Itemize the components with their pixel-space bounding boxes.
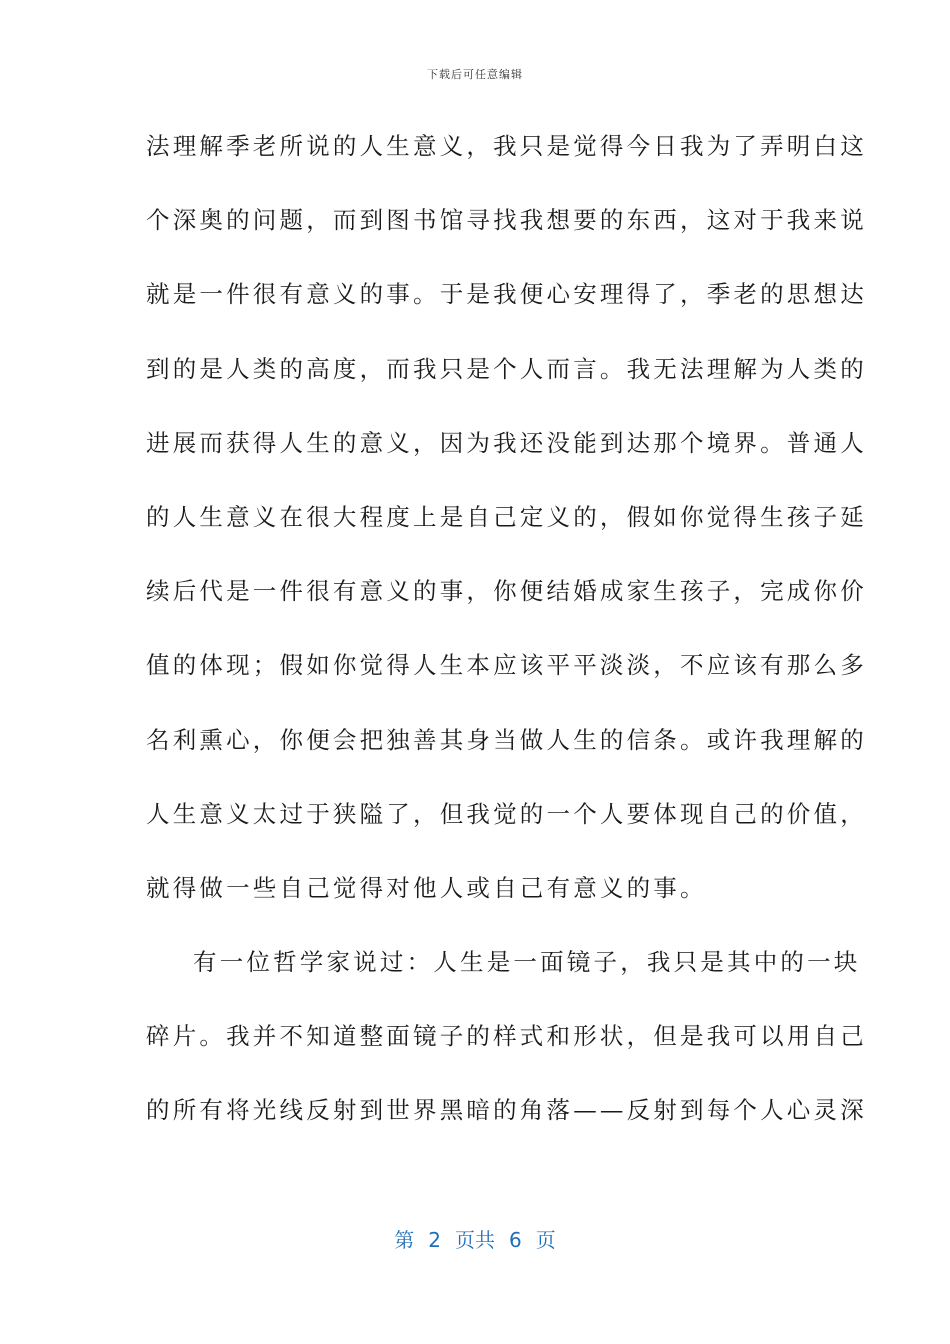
text-line-8: 值的体现；假如你觉得人生本应该平平淡淡，不应该有那么多 bbox=[146, 651, 867, 680]
text-line-9: 名利熏心，你便会把独善其身当做人生的信条。或许我理解的 bbox=[146, 725, 867, 754]
text-line-6: 的人生意义在很大程度上是自己定义的，假如你觉得生孩子延 bbox=[146, 502, 867, 531]
footer-suffix: 页 bbox=[535, 1228, 556, 1252]
footer-total-pages: 6 bbox=[509, 1228, 522, 1252]
text-line-3: 就是一件很有意义的事。于是我便心安理得了，季老的思想达 bbox=[146, 280, 867, 309]
text-line-1: 法理解季老所说的人生意义，我只是觉得今日我为了弄明白这 bbox=[146, 132, 867, 160]
text-line-2: 个深奥的问题，而到图书馆寻找我想要的东西，这对于我来说 bbox=[146, 206, 867, 235]
text-line-12: 有一位哲学家说过：人生是一面镜子，我只是其中的一块 bbox=[193, 948, 861, 977]
footer-middle: 页共 bbox=[455, 1228, 495, 1252]
text-line-7: 续后代是一件很有意义的事，你便结婚成家生孩子，完成你价 bbox=[146, 577, 867, 606]
text-line-13: 碎片。我并不知道整面镜子的样式和形状，但是我可以用自己 bbox=[146, 1022, 867, 1051]
page-header: 下载后可任意编辑 bbox=[427, 68, 523, 81]
text-line-11: 就得做一些自己觉得对他人或自己有意义的事。 bbox=[146, 873, 707, 902]
footer-page-number: 2 bbox=[428, 1228, 441, 1252]
document-body bbox=[146, 121, 867, 1160]
page-footer bbox=[0, 1224, 950, 1253]
text-line-10: 人生意义太过于狭隘了，但我觉的一个人要体现自己的价值， bbox=[146, 799, 867, 828]
text-line-5: 进展而获得人生的意义，因为我还没能到达那个境界。普通人 bbox=[146, 428, 867, 457]
footer-prefix: 第 bbox=[394, 1228, 415, 1252]
text-line-4: 到的是人类的高度，而我只是个人而言。我无法理解为人类的 bbox=[146, 354, 867, 383]
text-line-14: 的所有将光线反射到世界黑暗的角落——反射到每个人心灵深 bbox=[146, 1096, 867, 1125]
